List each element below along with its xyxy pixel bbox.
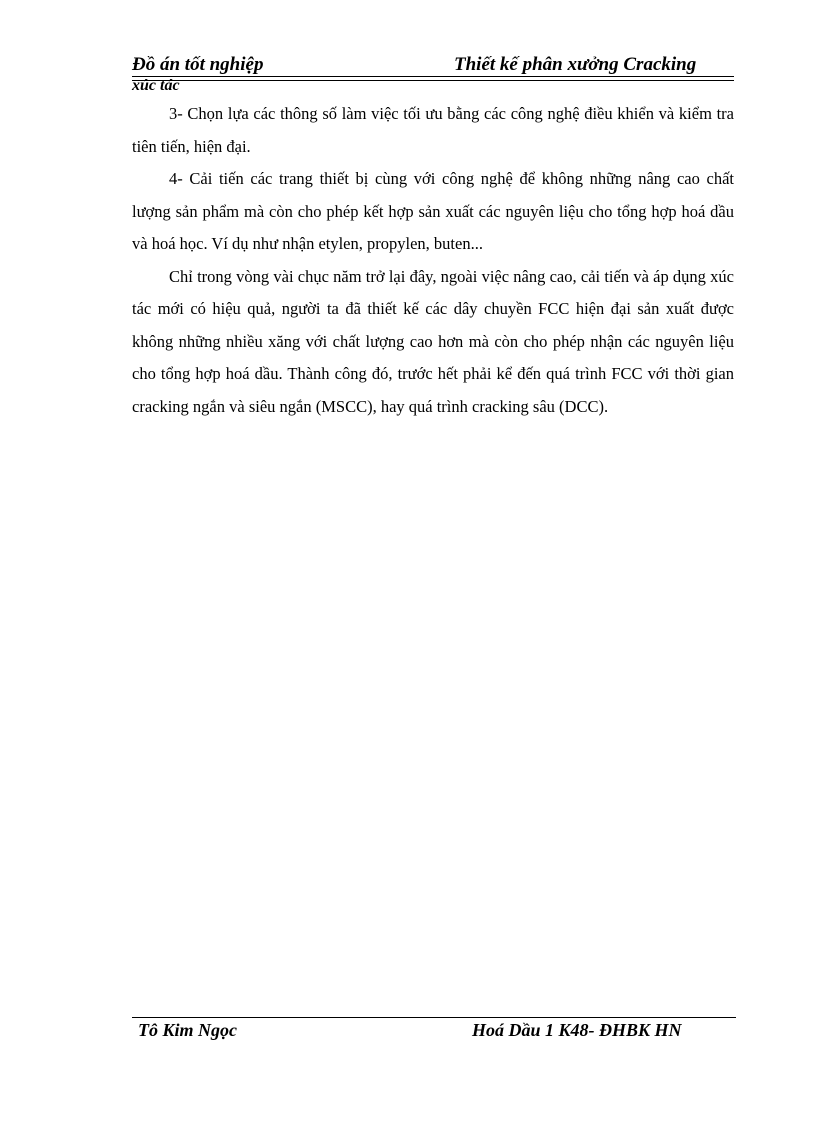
footer-author: Tô Kim Ngọc bbox=[138, 1020, 237, 1040]
page-header bbox=[132, 52, 738, 96]
header-title-right: Thiết kế phân xưởng Cracking bbox=[454, 54, 697, 75]
paragraph-fcc-development: Chỉ trong vòng vài chục năm trở lại đây, ngoài việc nâng cao, cải tiến và áp dụng xúc tác mới có hiệu quả, người ta đã thiết kế các dây chuyền FCC hiện đại sản xuất được không những nhiều xăng với chất lượng cao hơn mà còn cho phép nhận các nguyên liệu cho tổng hợp hoá dầu. Thành công đó, trước hết phải kể đến quá trình FCC với thời gian cracking ngắn và siêu ngắn (MSCC), hay quá trình cracking sâu (DCC). bbox=[132, 266, 734, 416]
header-title-left: Đồ án tốt nghiệp bbox=[132, 54, 264, 75]
paragraph-item-3: 3- Chọn lựa các thông số làm việc tối ưu bằng các công nghệ điều khiển và kiểm tra tiên tiến, hiện đại. bbox=[132, 104, 734, 156]
header-rule-thin bbox=[132, 80, 734, 81]
body-text bbox=[132, 98, 734, 423]
header-rule-thick bbox=[132, 76, 734, 77]
page-footer bbox=[132, 1012, 738, 1052]
footer-rule bbox=[132, 1017, 736, 1018]
paragraph-item-4: 4- Cải tiến các trang thiết bị cùng với công nghệ để không những nâng cao chất lượng sản phẩm mà còn cho phép kết hợp sản xuất các nguyên liệu cho tổng hợp hoá dầu và hoá học. Ví dụ như nhận etylen, propylen, buten... bbox=[132, 169, 734, 253]
footer-affiliation: Hoá Dầu 1 K48- ĐHBK HN bbox=[472, 1020, 682, 1040]
header-title-right-continuation: xúc tác bbox=[132, 77, 180, 94]
